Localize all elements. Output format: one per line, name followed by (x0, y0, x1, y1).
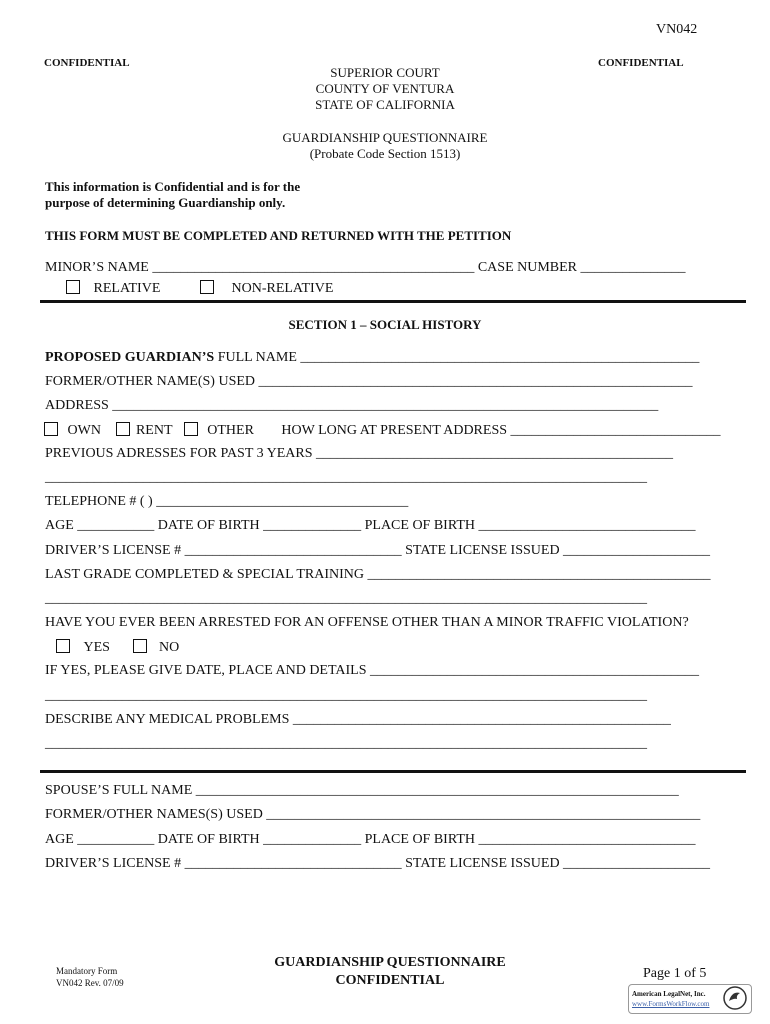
confidential-right: CONFIDENTIAL (598, 57, 684, 69)
relative-option[interactable] (66, 280, 160, 297)
notice-line1: This information is Confidential and is for the (45, 179, 301, 194)
no-checkbox[interactable] (133, 639, 147, 653)
last-grade-line: LAST GRADE COMPLETED & SPECIAL TRAINING _________________________________________________ (45, 567, 711, 582)
form-code: (Probate Code Section 1513) (309, 146, 461, 161)
section-divider-spouse (40, 770, 746, 773)
court-line3: STATE OF CALIFORNIA (315, 97, 455, 112)
notice-line2: purpose of determining Guardianship only. (45, 195, 286, 210)
telephone-line: TELEPHONE # ( ) ____________________________________ (45, 494, 409, 509)
spouse-full-name-line: SPOUSE’S FULL NAME _____________________________________________________________________ (45, 783, 679, 798)
previous-addresses-line: PREVIOUS ADRESSES FOR PAST 3 YEARS ___________________________________________________ (45, 446, 674, 461)
page-number: Page 1 of 5 (643, 966, 707, 981)
blank-line-4: ______________________________________________________________________________________ (45, 736, 647, 751)
other-checkbox[interactable] (184, 422, 198, 436)
arrested-question: HAVE YOU EVER BEEN ARRESTED FOR AN OFFENSE OTHER THAN A MINOR TRAFFIC VIOLATION? (45, 615, 689, 630)
court-line1: SUPERIOR COURT (330, 65, 440, 80)
non-relative-option[interactable] (200, 280, 333, 297)
must-complete-notice: THIS FORM MUST BE COMPLETED AND RETURNED WITH THE PETITION (45, 228, 512, 243)
form-id: VN042 (656, 22, 698, 37)
yes-checkbox[interactable] (56, 639, 70, 653)
other-label: OTHER (207, 423, 254, 438)
relative-label: RELATIVE (93, 281, 161, 296)
guardian-age-dob-pob-line: AGE ___________ DATE OF BIRTH ______________ PLACE OF BIRTH _______________________________ (45, 518, 696, 533)
how-long-line: HOW LONG AT PRESENT ADDRESS ______________________________ (281, 423, 721, 438)
court-line2: COUNTY OF VENTURA (315, 81, 455, 96)
arrested-answer-row (56, 639, 179, 656)
relative-checkbox[interactable] (66, 280, 80, 294)
spouse-former-names-line: FORMER/OTHER NAMES(S) USED ______________________________________________________________ (45, 807, 701, 822)
blank-line-1: ______________________________________________________________________________________ (45, 470, 647, 485)
confidential-left: CONFIDENTIAL (44, 57, 130, 69)
blank-line-2: ______________________________________________________________________________________ (45, 591, 647, 606)
minor-name-line: MINOR’S NAME ______________________________________________ CASE NUMBER _______________ (45, 260, 686, 275)
guardian-address-line: ADDRESS ______________________________________________________________________________ (45, 398, 659, 413)
form-title: GUARDIANSHIP QUESTIONNAIRE (282, 130, 488, 145)
blank-line-3: ______________________________________________________________________________________ (45, 688, 647, 703)
section-divider-top (40, 300, 746, 303)
medical-problems-line: DESCRIBE ANY MEDICAL PROBLEMS ______________________________________________________ (45, 712, 671, 727)
publisher-website-link[interactable]: www.FormsWorkFlow.com (632, 1000, 710, 1008)
residence-status-row (44, 422, 721, 439)
footer-title: GUARDIANSHIP QUESTIONNAIRE (274, 955, 506, 970)
rent-checkbox[interactable] (116, 422, 130, 436)
mandatory-form-label: Mandatory Form (56, 966, 118, 976)
spouse-drivers-license-line: DRIVER’S LICENSE # _______________________________ STATE LICENSE ISSUED _____________________ (45, 856, 711, 871)
publisher-seal-icon (722, 985, 748, 1011)
guardian-label-rest: FULL NAME _________________________________________________________ (214, 350, 700, 365)
non-relative-checkbox[interactable] (200, 280, 214, 294)
guardian-full-name-line (45, 350, 699, 366)
own-checkbox[interactable] (44, 422, 58, 436)
rent-label: RENT (135, 423, 173, 438)
publisher-name: American LegalNet, Inc. (632, 990, 706, 998)
guardian-drivers-license-line: DRIVER’S LICENSE # _______________________________ STATE LICENSE ISSUED _____________________ (45, 543, 711, 558)
yes-label: YES (83, 640, 110, 655)
spouse-age-dob-pob-line: AGE ___________ DATE OF BIRTH ______________ PLACE OF BIRTH _______________________________ (45, 832, 696, 847)
own-label: OWN (67, 423, 101, 438)
if-yes-details-line: IF YES, PLEASE GIVE DATE, PLACE AND DETAILS _______________________________________________ (45, 663, 700, 678)
non-relative-label: NON-RELATIVE (231, 281, 334, 296)
footer-confidential: CONFIDENTIAL (335, 973, 445, 988)
revision-label: VN042 Rev. 07/09 (56, 978, 124, 988)
section1-title: SECTION 1 – SOCIAL HISTORY (288, 317, 482, 332)
guardian-former-names-line: FORMER/OTHER NAME(S) USED ______________________________________________________________ (45, 374, 693, 389)
no-label: NO (158, 640, 180, 655)
guardian-label-bold: PROPOSED GUARDIAN’S (45, 350, 215, 365)
